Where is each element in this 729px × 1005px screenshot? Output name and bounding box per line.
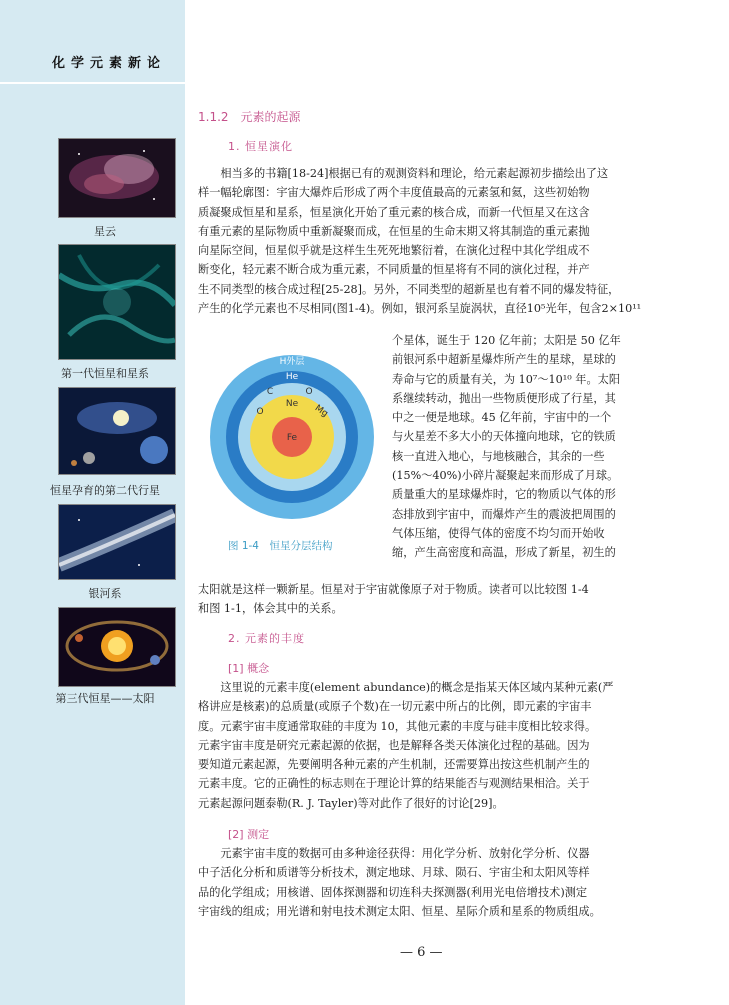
o2-label: O <box>256 407 264 417</box>
paragraph-stellar-evolution <box>198 164 698 318</box>
section-heading: 1.1.2 元素的起源 <box>198 110 301 124</box>
text-line: 缩，产生高密度和高温，形成了新星，初生的 <box>392 546 616 560</box>
text-line: 向星际空间，恒星似乎就是这样生生死死地繁衍着，在演化过程中其化学组成不 <box>198 244 590 258</box>
page-number: — 6 — <box>400 945 443 960</box>
star-layer-diagram <box>210 345 375 530</box>
milky-way-image <box>58 504 176 580</box>
text-line: 中子活化分析和质谱等分析技术，测定地球、月球、陨石、宇宙尘和太阳风等样 <box>198 866 590 880</box>
text-line: 太阳就是这样一颗新星。恒星对于宇宙就像原子对于物质。读者可以比较图 1-4 <box>198 583 589 596</box>
text-line: 相当多的书籍[18-24]根据已有的观测资料和理论，给元素起源初步描绘出了这 <box>198 167 609 180</box>
image-caption: 第一代恒星和星系 <box>61 367 149 380</box>
text-line: 品的化学组成；用核谱、固体探测器和切连科夫探测器(利用光电倍增技术)测定 <box>198 885 588 899</box>
figure-caption: 图 1-4 恒星分层结构 <box>228 540 333 552</box>
text-line: 核一直进入地心，与地核融合，其余的一些 <box>392 449 605 463</box>
first-stars-image <box>58 244 176 360</box>
paragraph-end <box>198 580 698 619</box>
text-line: 寿命与它的质量有关，为 10⁷～10¹⁰ 年。太阳 <box>392 372 621 386</box>
image-caption: 恒星孕育的第二代行星 <box>50 484 160 497</box>
text-line: 质凝聚成恒星和星系，恒星演化开始了重元素的核合成，而新一代恒星又在这含 <box>198 205 590 219</box>
o-label: O <box>305 387 313 397</box>
text-line: 气体压缩，使得气体的密度不均匀而开始收 <box>392 526 605 540</box>
text-line: 系继续转动，抛出一些物质便形成了行星，其 <box>392 391 616 405</box>
nebula-image <box>58 138 176 218</box>
text-line: 度。元素宇宙丰度通常取硅的丰度为 10，其他元素的丰度与硅丰度相比较求得。 <box>198 719 597 733</box>
text-line: 个星体，诞生于 120 亿年前；太阳是 50 亿年 <box>392 334 621 347</box>
paragraph-abundance <box>198 678 698 813</box>
text-line: 态排放到宇宙中，而爆炸产生的震波把周围的 <box>392 507 616 521</box>
text-line: 质量重大的星球爆炸时，它的物质以气体的形 <box>392 488 616 502</box>
text-line: 元素起源问题泰勒(R. J. Tayler)等对此作了很好的讨论[29]。 <box>198 796 504 810</box>
h-label: H外层 <box>279 357 305 367</box>
fe-label: Fe <box>286 433 298 443</box>
text-line: 断变化，轻元素不断合成为重元素，不同质量的恒星将有不同的演化过程，并产 <box>198 263 590 277</box>
concept-label: [1] 概念 <box>228 662 270 675</box>
text-line: 产生的化学元素也不尽相同(图1-4)。例如，银河系呈旋涡状，直径10⁵光年，包含2×10¹¹ <box>198 302 642 316</box>
subsection-heading: 2. 元素的丰度 <box>228 632 305 645</box>
text-line: 中之一便是地球。45 亿年前，宇宙中的一个 <box>392 411 612 425</box>
text-line: 与火星差不多大小的天体撞向地球，它的铁质 <box>392 430 616 444</box>
measurement-label: [2] 测定 <box>228 828 270 841</box>
mg-label: Mg <box>312 403 330 420</box>
image-caption: 第三代恒星——太阳 <box>55 692 155 705</box>
subsection-heading: 1. 恒星演化 <box>228 140 293 153</box>
sun-image <box>58 607 176 687</box>
sidebar <box>0 0 185 1005</box>
paragraph-measurement <box>198 844 698 921</box>
text-line: 宇宙线的组成；用光谱和射电技术测定太阳、恒星、星际介质和星系的物质组成。 <box>198 904 601 918</box>
text-line: 生不同类型的核合成过程[25-28]。另外，不同类型的超新星也有着不同的爆发特征， <box>198 282 620 296</box>
c-label: C <box>266 387 274 397</box>
text-line: 元素宇宙丰度的数据可由多种途径获得：用化学分析、放射化学分析、仪器 <box>198 847 590 860</box>
divider <box>0 82 185 84</box>
text-line: (15%～40%)小碎片凝聚起来而形成了月球。 <box>392 469 619 483</box>
text-line: 格讲应是核素)的总质量(或原子个数)在一切元素中所占的比例，即元素的宇宙丰 <box>198 700 592 714</box>
text-line: 样一幅轮廓图：宇宙大爆炸后形成了两个丰度值最高的元素氢和氦，这些初始物 <box>198 186 590 200</box>
image-caption: 星云 <box>94 225 116 238</box>
text-line: 这里说的元素丰度(element abundance)的概念是指某天体区域内某种元素(严 <box>198 681 614 694</box>
he-label: He <box>285 372 299 382</box>
ne-label: Ne <box>285 399 299 409</box>
image-caption: 银河系 <box>88 587 122 600</box>
book-title: 化学元素新论 <box>52 56 167 71</box>
planets-image <box>58 387 176 475</box>
text-line: 和图 1-1，体会其中的关系。 <box>198 602 343 616</box>
text-line: 前银河系中超新星爆炸所产生的星球，星球的 <box>392 353 616 367</box>
text-line: 元素宇宙丰度是研究元素起源的依据，也是解释各类天体演化过程的基础。因为 <box>198 738 590 752</box>
text-line: 要知道元素起源，先要阐明各种元素的产生机制，还需要算出按这些机制产生的 <box>198 758 590 772</box>
paragraph-wrap-text <box>392 331 698 563</box>
text-line: 元素丰度。它的正确性的标志则在于理论计算的结果能否与观测结果相洽。关于 <box>198 777 590 791</box>
text-line: 有重元素的星际物质中重新凝聚而成，在恒星的生命末期又将其制造的重元素抛 <box>198 224 590 238</box>
